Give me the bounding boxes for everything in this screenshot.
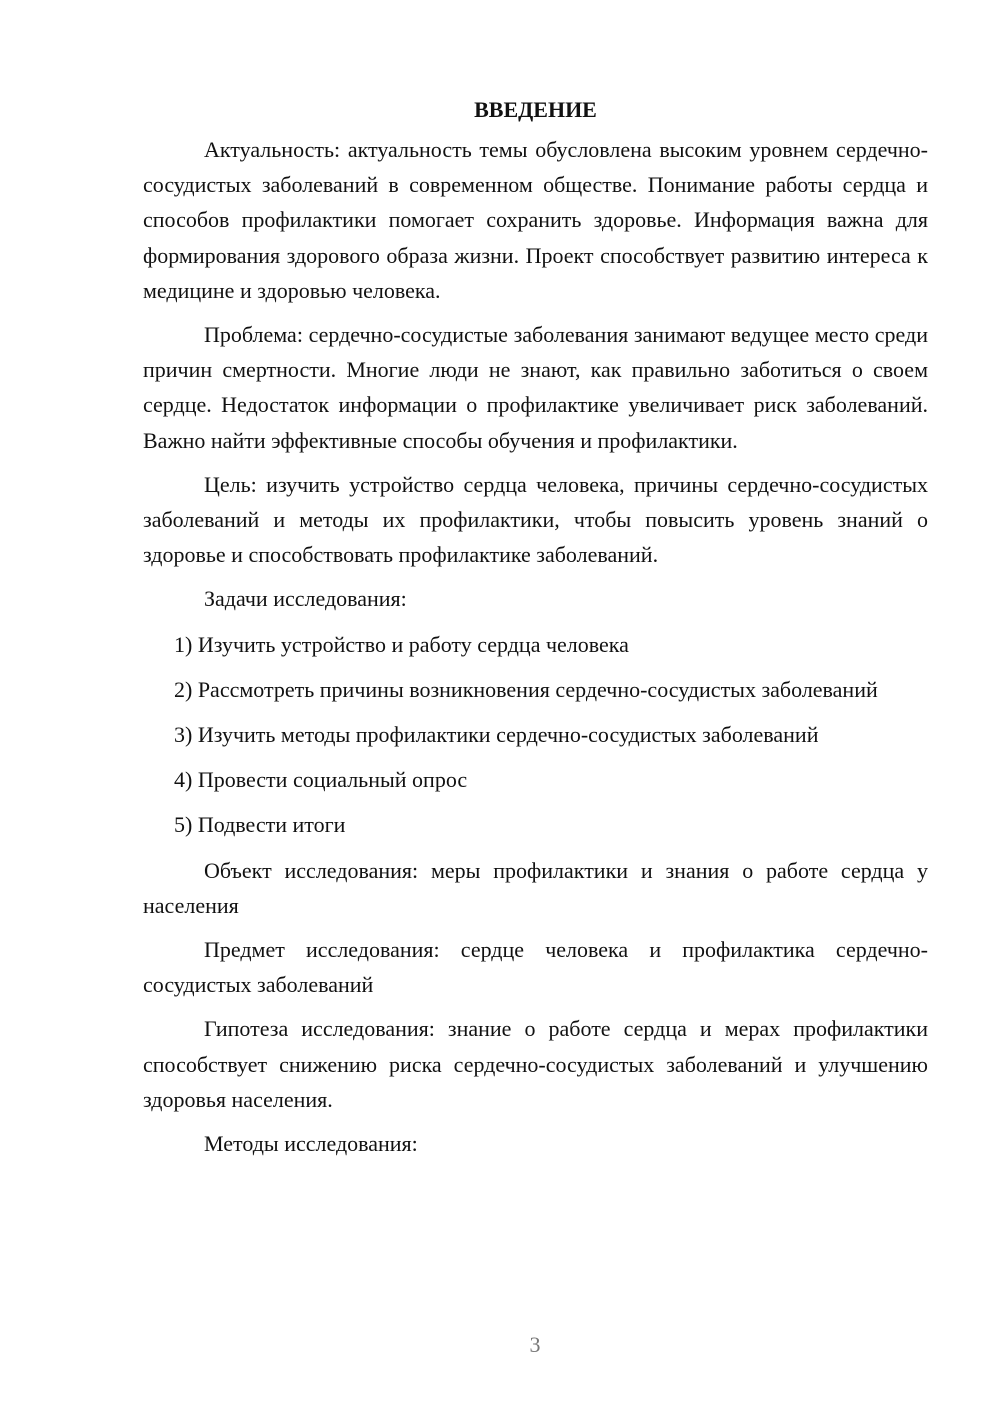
goal-paragraph: Цель: изучить устройство сердца человека, причины сердечно-сосудистых заболеваний и методы их профилактики, чтобы повысить уровень знаний о здоровье и способствовать профилактике заболеваний.: [143, 471, 928, 568]
section-title: ВВЕДЕНИЕ: [474, 97, 597, 122]
hypothesis-paragraph: Гипотеза исследования: знание о работе сердца и мерах профилактики способствует снижению риска сердечно-сосудистых заболеваний и улучшению здоровья населения.: [143, 1016, 928, 1112]
task-item-2: 2) Рассмотреть причины возникновения сердечно-сосудистых заболеваний: [174, 676, 878, 702]
task-item-5: 5) Подвести итоги: [174, 812, 346, 838]
task-item-4: 4) Провести социальный опрос: [174, 767, 468, 793]
subject-paragraph: Предмет исследования: сердце человека и профилактика сердечно-сосудистых заболеваний: [143, 937, 928, 998]
problem-paragraph: Проблема: сердечно-сосудистые заболевания занимают ведущее место среди причин смертности. Многие люди не знают, как правильно заботиться о своем сердце. Недостаток информации о профилактике увеличивает риск заболеваний. Важно найти эффективные способы обучения и профилактики.: [143, 322, 928, 453]
document-page: [143, 92, 928, 1171]
relevance-paragraph: Актуальность: актуальность темы обусловлена высоким уровнем сердечно-сосудистых заболеваний в современном обществе. Понимание работы сердца и способов профилактики помогает сохранить здоровье. Информация важна для формирования здорового образа жизни. Проект способствует развитию интереса к медицине и здоровью человека.: [143, 137, 928, 303]
methods-heading: Методы исследования:: [204, 1131, 418, 1157]
task-item-3: 3) Изучить методы профилактики сердечно-сосудистых заболеваний: [174, 722, 819, 748]
task-item-1: 1) Изучить устройство и работу сердца человека: [174, 631, 629, 657]
page-number: 3: [529, 1332, 541, 1357]
object-paragraph: Объект исследования: меры профилактики и знания о работе сердца у населения: [143, 857, 928, 918]
tasks-heading: Задачи исследования:: [204, 586, 407, 612]
